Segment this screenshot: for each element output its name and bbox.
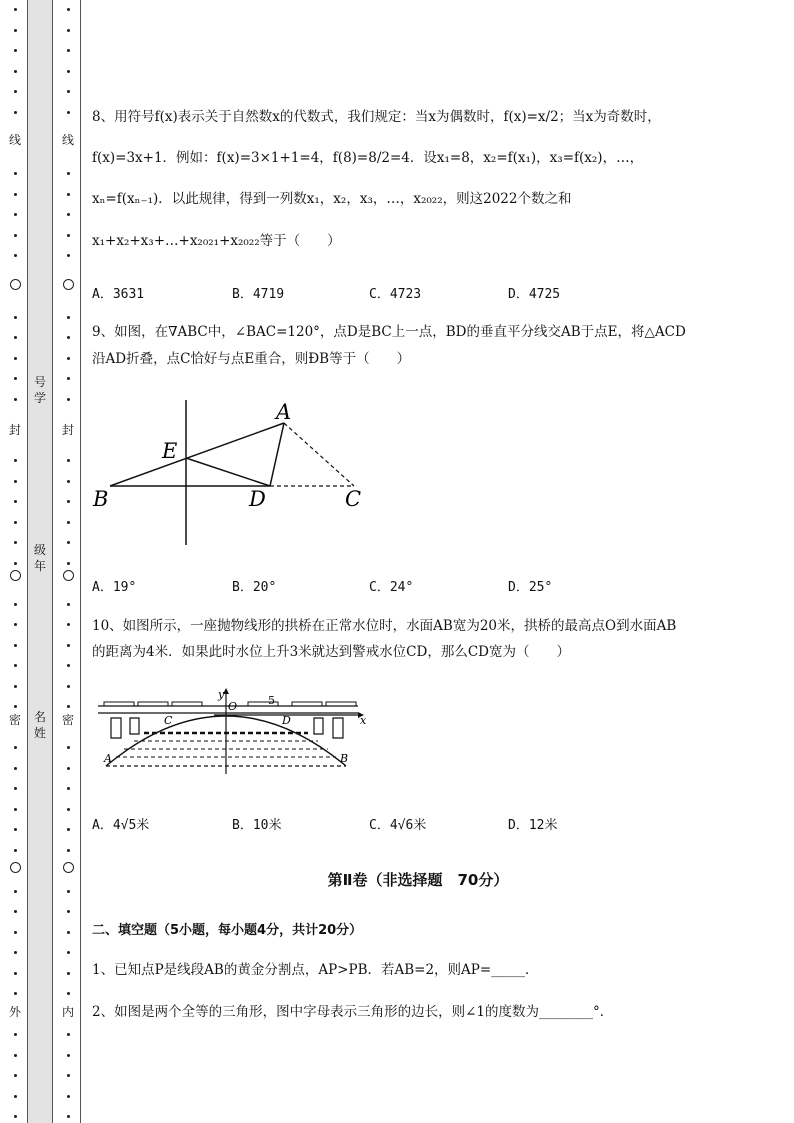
seal-dot (67, 562, 70, 565)
label-y: y (218, 688, 225, 701)
seal-dot (67, 1033, 70, 1036)
option-d[interactable]: D．25° (508, 580, 553, 595)
student-info-bar (27, 0, 53, 1123)
seal-dot (14, 972, 17, 975)
option-a[interactable]: A．4√5米 (92, 818, 150, 833)
seal-circle (63, 570, 74, 581)
seal-dot (67, 336, 70, 339)
seal-dot (67, 1054, 70, 1057)
seal-dot (14, 1095, 17, 1098)
inner-seal-char: 密 (61, 713, 74, 727)
seal-dot (14, 808, 17, 811)
seal-dot (67, 767, 70, 770)
seal-circle (10, 570, 21, 581)
option-c[interactable]: C．4√6米 (369, 818, 427, 833)
seal-dot (67, 910, 70, 913)
label-d: D (249, 487, 266, 511)
seal-dot (67, 398, 70, 401)
question-9-triangle-figure (92, 395, 382, 550)
seal-dot (67, 254, 70, 257)
class-label: 级 年 (33, 543, 46, 573)
question-10-line-2: 的距离为4米．如果此时水位上升3米就达到警戒水位CD，那么CD宽为（ ） (92, 644, 570, 660)
segment-ac-dashed (284, 423, 354, 486)
question-9-line-1: 9、如图，在∇ABC中，∠BAC=120°，点D是BC上一点，BD的垂直平分线交AB于点E，将△ACD (92, 324, 686, 340)
option-c[interactable]: C．24° (369, 580, 414, 595)
segment-ad (270, 423, 284, 486)
part-2-title: 第Ⅱ卷（非选择题 70分） (327, 871, 509, 889)
seal-dot (14, 480, 17, 483)
inner-seal-char: 线 (61, 133, 74, 147)
label-b: B (93, 487, 109, 511)
seal-circle (63, 862, 74, 873)
seal-dot (14, 828, 17, 831)
question-10-line-1: 10、如图所示，一座抛物线形的拱桥在正常水位时，水面AB宽为20米，拱桥的最高点O到水面AB (92, 618, 677, 634)
seal-dot (14, 849, 17, 852)
seal-dot (14, 500, 17, 503)
seal-dot (14, 521, 17, 524)
question-8-options (92, 283, 692, 303)
seal-dot (67, 90, 70, 93)
seal-dot (14, 910, 17, 913)
seal-dot (14, 623, 17, 626)
fill-blank-question-1: 1、已知点P是线段AB的黄金分割点，AP>PB．若AB=2，则AP=_____． (92, 962, 539, 978)
seal-dot (67, 972, 70, 975)
label-o: O (228, 700, 238, 713)
seal-dot (67, 951, 70, 954)
seal-dot (67, 746, 70, 749)
seal-dot (67, 1095, 70, 1098)
seal-dot (14, 664, 17, 667)
seal-dot (14, 1074, 17, 1077)
seal-dot (67, 459, 70, 462)
name-label: 名 姓 (33, 710, 46, 740)
inner-dotted-seal-line (63, 0, 75, 1123)
seal-dot (14, 562, 17, 565)
seal-dot (14, 1115, 17, 1118)
seal-dot (14, 336, 17, 339)
option-b[interactable]: B．10米 (232, 818, 282, 833)
option-b[interactable]: B．20° (232, 580, 277, 595)
label-b: B (340, 752, 349, 765)
seal-dot (67, 705, 70, 708)
label-c: C (164, 714, 173, 727)
seal-dot (67, 849, 70, 852)
fill-blank-section-heading: 二、填空题（5小题，每小题4分，共计20分） (92, 923, 363, 938)
seal-dot (14, 603, 17, 606)
question-8-line-3: xₙ=f(xₙ₋₁)．以此规律，得到一列数x₁，x₂，x₃，…，x₂₀₂₂，则这2022个数之和 (92, 191, 572, 207)
seal-dot (14, 705, 17, 708)
margin-border-line (80, 0, 81, 1123)
inner-seal-char: 封 (61, 423, 74, 437)
seal-dot (67, 316, 70, 319)
seal-dot (67, 890, 70, 893)
seal-dot (14, 1033, 17, 1036)
option-a[interactable]: A．3631 (92, 287, 145, 302)
label-a: A (276, 400, 292, 424)
seal-dot (14, 172, 17, 175)
seal-dot (67, 8, 70, 11)
seal-dot (14, 213, 17, 216)
seal-circle (63, 279, 74, 290)
seal-dot (14, 951, 17, 954)
left-dotted-seal-line (10, 0, 22, 1123)
seal-dot (14, 90, 17, 93)
seal-dot (67, 603, 70, 606)
option-c[interactable]: C．4723 (369, 287, 422, 302)
seal-circle (10, 862, 21, 873)
seal-dot (67, 808, 70, 811)
seal-dot (67, 685, 70, 688)
option-b[interactable]: B．4719 (232, 287, 285, 302)
seal-dot (14, 254, 17, 257)
seal-dot (67, 521, 70, 524)
seal-dot (14, 787, 17, 790)
seal-dot (14, 746, 17, 749)
option-a[interactable]: A．19° (92, 580, 137, 595)
seal-dot (14, 890, 17, 893)
seal-dot (67, 644, 70, 647)
seal-dot (14, 767, 17, 770)
seal-dot (14, 644, 17, 647)
seal-dot (14, 234, 17, 237)
seal-dot (67, 623, 70, 626)
seal-dot (14, 316, 17, 319)
seal-dot (67, 828, 70, 831)
question-8-line-2: f(x)=3x+1．例如：f(x)=3×1+1=4，f(8)=8/2=4．设x₁=8，x₂=f(x₁)，x₃=f(x₂)，…， (92, 150, 644, 166)
seal-dot (67, 193, 70, 196)
seal-dot (14, 931, 17, 934)
seal-dot (67, 377, 70, 380)
seal-dot (67, 541, 70, 544)
seal-dot (67, 500, 70, 503)
left-seal-char: 外 (8, 1005, 21, 1019)
question-8-line-1: 8、用符号f(x)表示关于自然数x的代数式，我们规定：当x为偶数时，f(x)=x/2；当x为奇数时， (92, 109, 661, 125)
seal-dot (67, 787, 70, 790)
seal-dot (67, 111, 70, 114)
option-d[interactable]: D．12米 (508, 818, 558, 833)
seal-dot (67, 664, 70, 667)
seal-dot (14, 111, 17, 114)
seal-dot (67, 213, 70, 216)
label-a: A (104, 752, 112, 765)
left-seal-char: 线 (8, 133, 21, 147)
seal-dot (67, 1115, 70, 1118)
seal-dot (14, 377, 17, 380)
label-d: D (282, 714, 291, 727)
left-seal-char: 密 (8, 713, 21, 727)
seal-dot (14, 49, 17, 52)
option-d[interactable]: D．4725 (508, 287, 561, 302)
student-id-label: 号 学 (33, 375, 46, 405)
seal-dot (67, 480, 70, 483)
seal-dot (14, 70, 17, 73)
seal-dot (67, 172, 70, 175)
seal-dot (67, 357, 70, 360)
label-x: x (360, 714, 367, 727)
fill-blank-question-2: 2、如图是两个全等的三角形，图中字母表示三角形的边长，则∠1的度数为________°． (92, 1004, 614, 1020)
seal-dot (14, 193, 17, 196)
segment-ba (110, 423, 284, 486)
seal-dot (67, 29, 70, 32)
seal-dot (67, 234, 70, 237)
question-9-line-2: 沿AD折叠，点C恰好与点E重合，则ÐB等于（ ） (92, 351, 411, 367)
question-9-options (92, 576, 692, 596)
seal-dot (67, 931, 70, 934)
seal-dot (14, 685, 17, 688)
seal-dot (14, 459, 17, 462)
seal-dot (14, 357, 17, 360)
seal-circle (10, 279, 21, 290)
seal-dot (14, 398, 17, 401)
question-10-bridge-figure (96, 688, 376, 778)
seal-dot (14, 8, 17, 11)
label-e: E (162, 439, 178, 463)
seal-dot (67, 1074, 70, 1077)
seal-dot (67, 992, 70, 995)
question-10-options (92, 814, 692, 834)
label-c: C (345, 487, 362, 511)
seal-dot (14, 1054, 17, 1057)
bridge-piers (111, 718, 343, 738)
seal-dot (14, 29, 17, 32)
inner-seal-char: 内 (61, 1005, 74, 1019)
left-seal-char: 封 (8, 423, 21, 437)
question-8-line-4: x₁+x₂+x₃+…+x₂₀₂₁+x₂₀₂₂等于（ ） (92, 233, 341, 249)
seal-dot (14, 541, 17, 544)
binding-margin (0, 0, 84, 1123)
seal-dot (67, 70, 70, 73)
seal-dot (67, 49, 70, 52)
seal-dot (14, 992, 17, 995)
label-five: 5 (268, 694, 275, 707)
segment-ed (186, 458, 270, 486)
